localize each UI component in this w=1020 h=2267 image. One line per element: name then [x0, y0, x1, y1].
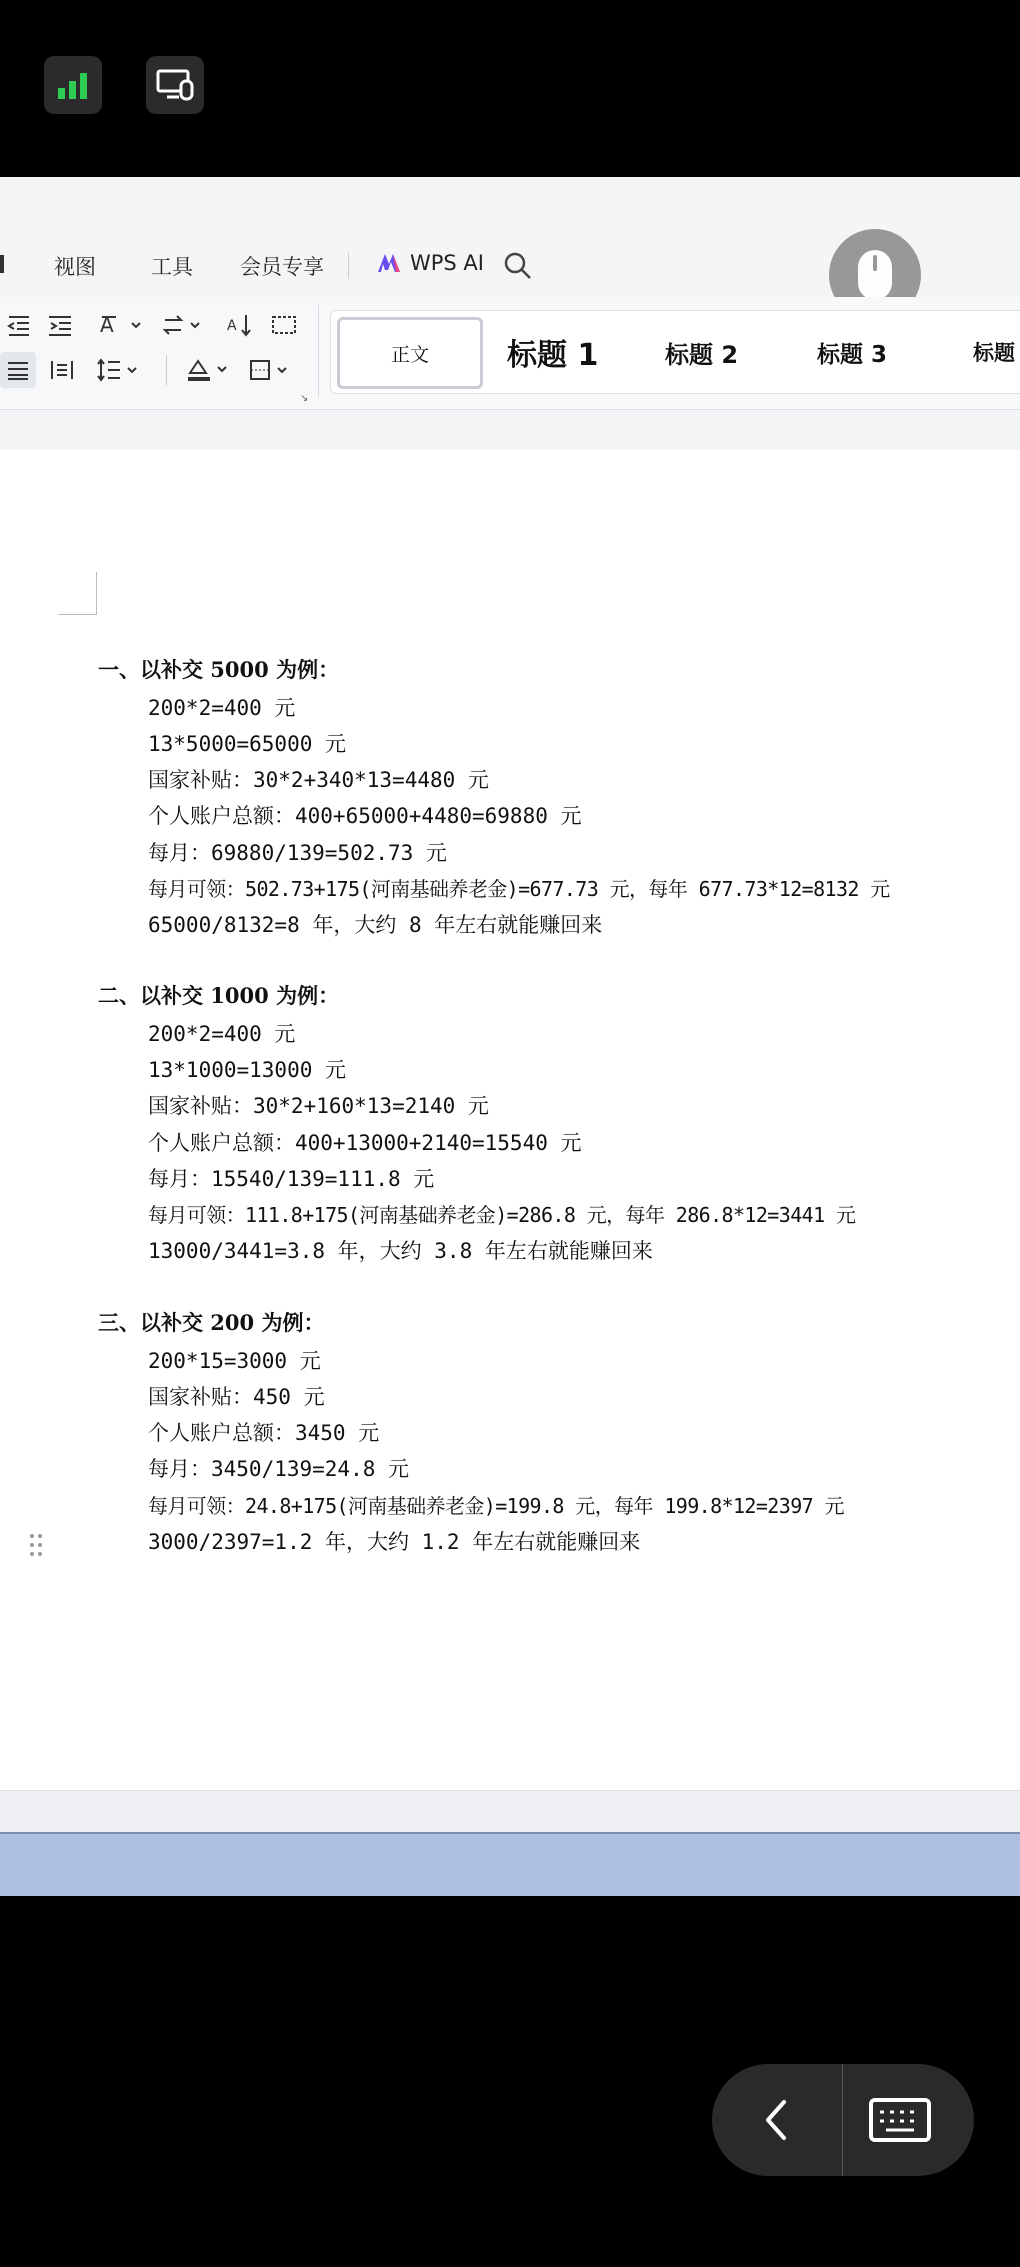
menu-member[interactable]: 会员专享	[240, 255, 324, 279]
style-heading-more[interactable]: 标题	[973, 341, 1015, 365]
section2-line: 13*1000=13000 元	[148, 1058, 347, 1082]
menu-view[interactable]: 视图	[54, 255, 96, 279]
show-marks-icon[interactable]	[266, 307, 302, 343]
remote-desktop-icon[interactable]	[146, 56, 204, 114]
search-icon[interactable]	[502, 250, 534, 286]
style-normal[interactable]	[337, 317, 483, 389]
section2-line: 国家补贴：30*2+160*13=2140 元	[148, 1094, 489, 1118]
text-swap-icon[interactable]	[158, 307, 208, 343]
section2-line: 个人账户总额：400+13000+2140=15540 元	[148, 1131, 582, 1155]
section3-line: 国家补贴：450 元	[148, 1385, 325, 1409]
section3-line: 每月可领：24.8+175(河南基础养老金)=199.8 元，每年 199.8*12=2397 元	[148, 1494, 844, 1518]
style-heading-3[interactable]: 标题 3	[817, 341, 888, 368]
section1-heading: 一、以补交 5000 为例：	[98, 657, 340, 682]
style-heading-1[interactable]: 标题 1	[507, 338, 599, 373]
ribbon-group-divider	[318, 305, 319, 397]
page-corner-mark	[58, 572, 97, 615]
shading-icon[interactable]	[180, 352, 234, 388]
increase-indent-icon[interactable]	[42, 307, 78, 343]
section3-line: 个人账户总额：3450 元	[148, 1421, 380, 1445]
keyboard-icon[interactable]	[868, 2094, 934, 2150]
line-spacing-icon[interactable]	[92, 352, 144, 388]
wps-window	[0, 177, 1020, 1895]
section1-line: 每月可领：502.73+175(河南基础养老金)=677.73 元，每年 677.73*12=8132 元	[148, 877, 890, 901]
floating-nav	[712, 2064, 974, 2176]
section1-line: 13*5000=65000 元	[148, 732, 347, 756]
sort-icon[interactable]	[222, 307, 258, 343]
distributed-align-icon[interactable]	[44, 352, 80, 388]
styles-gallery	[330, 310, 1020, 394]
section2-line: 每月：15540/139=111.8 元	[148, 1167, 435, 1191]
taskbar-strip	[0, 1832, 1020, 1896]
section3-line: 3000/2397=1.2 年，大约 1.2 年左右就能赚回来	[148, 1530, 641, 1554]
back-chevron-icon[interactable]	[752, 2094, 802, 2150]
nav-divider	[842, 2064, 843, 2176]
section2-line: 200*2=400 元	[148, 1022, 296, 1046]
section3-line: 200*15=3000 元	[148, 1349, 321, 1373]
svg-text:A: A	[100, 313, 114, 337]
border-icon[interactable]	[244, 352, 296, 388]
section1-line: 每月：69880/139=502.73 元	[148, 841, 447, 865]
document-page[interactable]	[0, 450, 1020, 1790]
text-direction-icon[interactable]	[92, 307, 148, 343]
section1-line: 65000/8132=8 年，大约 8 年左右就能赚回来	[148, 913, 603, 937]
section1-line: 200*2=400 元	[148, 696, 296, 720]
svg-text:A: A	[227, 318, 237, 334]
signal-bars-icon[interactable]	[44, 56, 102, 114]
section1-line: 个人账户总额：400+65000+4480=69880 元	[148, 804, 582, 828]
section3-heading: 三、以补交 200 为例：	[98, 1310, 325, 1335]
menu-bar	[0, 177, 1020, 297]
style-normal-label: 正文	[390, 343, 429, 366]
ribbon-toolbar	[0, 297, 1020, 410]
align-justify-icon[interactable]	[0, 352, 36, 388]
paragraph-settings-icon[interactable]: ↘	[300, 393, 309, 404]
menu-edge-marker	[0, 255, 4, 273]
section2-line: 每月可领：111.8+175(河南基础养老金)=286.8 元，每年 286.8*12=3441 元	[148, 1203, 856, 1227]
wps-ai-button[interactable]	[376, 251, 484, 275]
drag-handle-icon[interactable]	[28, 1532, 44, 1562]
section2-line: 13000/3441=3.8 年，大约 3.8 年左右就能赚回来	[148, 1239, 653, 1263]
section1-line: 国家补贴：30*2+340*13=4480 元	[148, 768, 489, 792]
menu-divider	[348, 253, 349, 279]
ribbon-divider	[166, 355, 167, 385]
style-heading-2[interactable]: 标题 2	[665, 340, 739, 369]
horizontal-scroll-area[interactable]	[0, 1790, 1020, 1833]
wps-ai-label: WPS AI	[410, 251, 484, 275]
menu-tools[interactable]: 工具	[151, 255, 193, 279]
section3-line: 每月：3450/139=24.8 元	[148, 1457, 410, 1481]
section2-heading: 二、以补交 1000 为例：	[98, 983, 340, 1008]
decrease-indent-icon[interactable]	[0, 307, 36, 343]
wps-ai-icon	[376, 252, 402, 274]
